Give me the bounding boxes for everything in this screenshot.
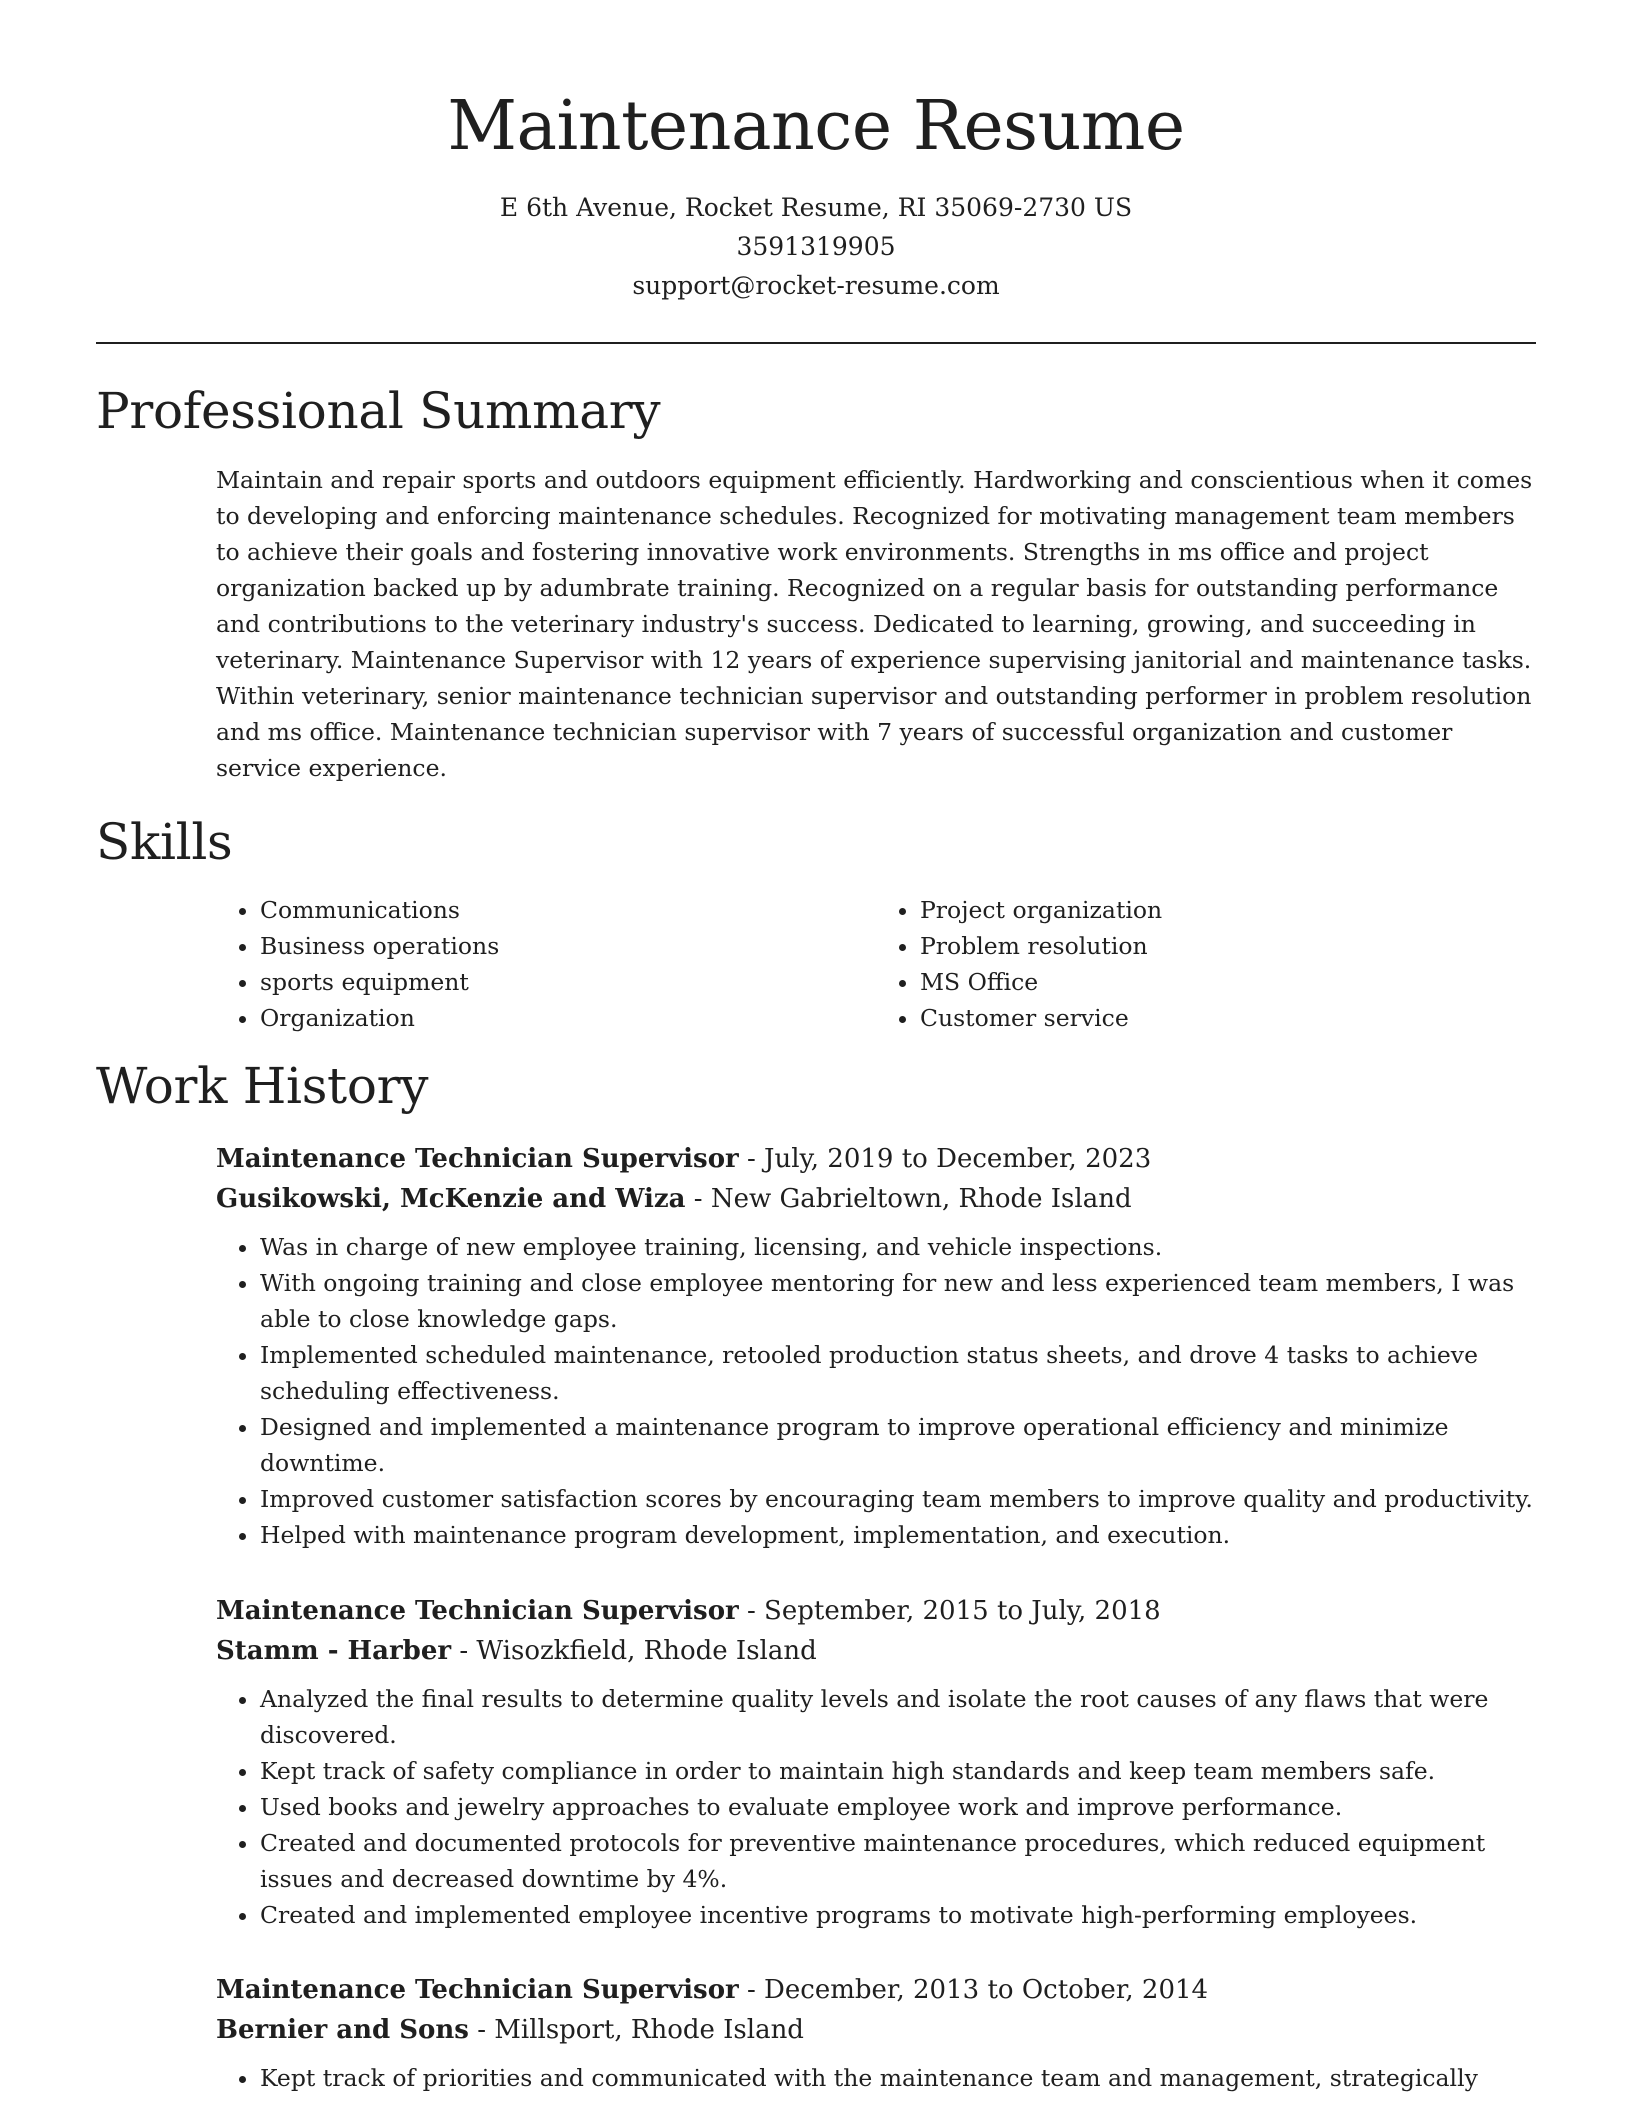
skills-column-left [216,892,876,1036]
job-entry [216,1591,1541,1933]
job-company: Gusikowski, McKenzie and Wiza [216,1184,686,1214]
job-bullet: • Helped with maintenance program development, implementation, and execution. [260,1517,1541,1553]
job-bullet: • Designed and implemented a maintenance program to improve operational efficiency and minimize downtime. [260,1409,1541,1481]
job-bullet: • Kept track of safety compliance in order to maintain high standards and keep team members safe. [260,1753,1541,1789]
job-company-line [216,2010,1541,2050]
job-bullet: • With ongoing training and close employee mentoring for new and less experienced team members, I was able to close knowledge gaps. [260,1265,1541,1337]
job-role: Maintenance Technician Supervisor [216,1144,739,1174]
job-bullet: • Improved customer satisfaction scores by encouraging team members to improve quality and productivity. [260,1481,1541,1517]
job-location: - Wisozkfield, Rhode Island [451,1636,817,1666]
skill-item: • Project organization [920,892,1536,928]
skills-heading: Skills [96,813,233,871]
job-bullet: • Implemented scheduled maintenance, retooled production status sheets, and drove 4 tasks to achieve scheduling effectiveness. [260,1337,1541,1409]
contact-address: E 6th Avenue, Rocket Resume, RI 35069-2730 US [499,193,1133,222]
job-company-line [216,1179,1541,1219]
job-company: Stamm - Harber [216,1636,452,1666]
skill-item: • sports equipment [260,964,876,1000]
skill-item: • MS Office [920,964,1536,1000]
work-history-heading: Work History [96,1057,429,1115]
job-bullet: • Kept track of priorities and communicated with the maintenance team and management, strategically [260,2060,1541,2096]
job-bullets [216,1681,1541,1933]
skills-list [216,892,1536,1036]
skills-column-right [876,892,1536,1036]
summary-text: Maintain and repair sports and outdoors equipment efficiently. Hardworking and conscientious when it comes to developing and enforcing maintenance schedules. Recognized for motivating management team members to achieve their goals and fostering innovative work environments. Strengths in ms office and project organization backed up by adumbrate training. Recognized on a regular basis for outstanding performance and contributions to the veterinary industry's success. Dedicated to learning, growing, and succeeding in veterinary. Maintenance Supervisor with 12 years of experience supervising janitorial and maintenance tasks. Within veterinary, senior maintenance technician supervisor and outstanding performer in problem resolution and ms office. Maintenance technician supervisor with 7 years of successful organization and customer service experience. [216,466,1533,782]
job-dates: - September, 2015 to July, 2018 [738,1596,1161,1626]
job-title-line [216,1139,1541,1179]
job-bullet: • Used books and jewelry approaches to evaluate employee work and improve performance. [260,1789,1541,1825]
skill-item: • Customer service [920,1000,1536,1036]
job-bullets [216,2060,1541,2096]
job-dates: - July, 2019 to December, 2023 [738,1144,1152,1174]
resume-header [96,84,1536,305]
job-bullet: • Was in charge of new employee training, licensing, and vehicle inspections. [260,1229,1541,1265]
job-entry [216,1970,1541,2096]
skill-item: • Organization [260,1000,876,1036]
header-divider [96,342,1536,344]
skill-item: • Business operations [260,928,876,964]
job-dates: - December, 2013 to October, 2014 [738,1975,1209,2005]
job-role: Maintenance Technician Supervisor [216,1596,739,1626]
skill-item: • Problem resolution [920,928,1536,964]
job-entry [216,1139,1541,1553]
job-bullet: • Created and documented protocols for preventive maintenance procedures, which reduced equipment issues and decreased downtime by 4%. [260,1825,1541,1897]
job-title-line [216,1591,1541,1631]
resume-title: Maintenance Resume [447,87,1185,166]
job-bullet: • Created and implemented employee incentive programs to motivate high-performing employees. [260,1897,1541,1933]
job-bullets [216,1229,1541,1553]
job-location: - Millsport, Rhode Island [468,2015,804,2045]
job-location: - New Gabrieltown, Rhode Island [685,1184,1132,1214]
job-title-line [216,1970,1541,2010]
summary-heading: Professional Summary [96,382,661,440]
skill-item: • Communications [260,892,876,928]
contact-block [96,188,1536,305]
job-company-line [216,1631,1541,1671]
job-role: Maintenance Technician Supervisor [216,1975,739,2005]
job-bullet: • Analyzed the final results to determine quality levels and isolate the root causes of any flaws that were discovered. [260,1681,1541,1753]
job-company: Bernier and Sons [216,2015,469,2045]
contact-email: support@rocket-resume.com [632,271,1000,300]
contact-phone: 3591319905 [736,232,896,261]
